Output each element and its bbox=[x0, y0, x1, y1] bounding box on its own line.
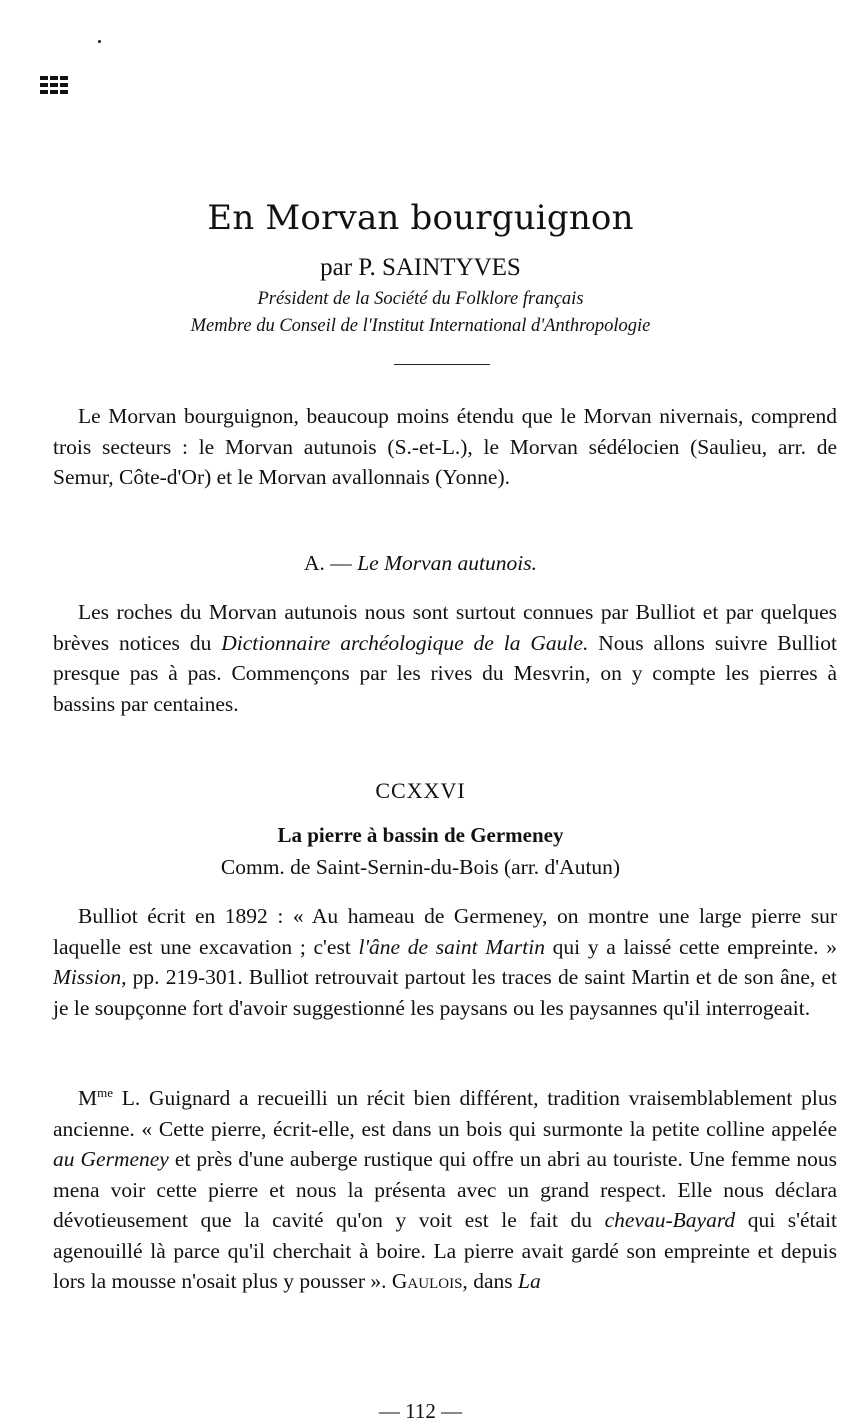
text-run: M bbox=[78, 1086, 98, 1110]
text-run: L. Guignard a recueilli un récit bien différent, tradition vraisemblablement plus ancienne. « Cette pierre, écrit-elle, est dans un bois qui surmonte la petite colline appelée bbox=[53, 1086, 837, 1141]
section-title: Le Morvan autunois. bbox=[357, 551, 537, 575]
article-byline: par P. SAINTYVES bbox=[320, 254, 521, 281]
text-run: Bulliot écrit en 1892 : « Au hameau de Germeney, on montre une large pierre sur laquelle est une excavation ; c'est bbox=[53, 904, 837, 959]
paragraph-guignard bbox=[53, 1083, 837, 1297]
paragraph-sources bbox=[53, 597, 837, 719]
entry-title: La pierre à bassin de Germeney bbox=[277, 823, 564, 847]
italic-run: chevau-Bayard bbox=[604, 1208, 736, 1232]
paragraph-sources-text-1: Les roches du Morvan autunois nous sont surtout connues par Bulliot et par quelques brèves notices du bbox=[53, 600, 837, 655]
dictionary-title: Dictionnaire archéologique de la Gaule. bbox=[221, 630, 589, 655]
article-title: En Morvan bourguignon bbox=[207, 198, 634, 238]
italic-run: La bbox=[517, 1269, 541, 1293]
entry-location: Comm. de Saint-Sernin-du-Bois (arr. d'Autun) bbox=[220, 855, 621, 879]
paragraph-bulliot bbox=[53, 901, 837, 1023]
smallcaps-run: Gaulois, bbox=[391, 1269, 468, 1293]
printer-mark bbox=[98, 40, 101, 43]
italic-run: Mission, bbox=[53, 965, 127, 989]
page-number: — 112 — bbox=[378, 1399, 463, 1423]
superscript: me bbox=[97, 1084, 114, 1100]
text-run: qui y a laissé cette empreinte. » bbox=[545, 934, 837, 959]
title-divider bbox=[394, 364, 490, 365]
entry-number: CCXXVI bbox=[375, 778, 466, 803]
italic-run: au Germeney bbox=[53, 1147, 169, 1171]
text-run: pp. 219-301. Bulliot retrouvait partout les traces de saint Martin et de son âne, et je le soupçonne fort d'avoir suggestionné les paysans ou les paysannes qu'il interrogeait. bbox=[53, 965, 837, 1020]
text-run: et près d'une auberge rustique qui offre un abri au touriste. Une femme nous mena voir cette pierre et nous la présenta avec un grand respect. Elle nous déclara dévotieusement que la cavité qu'on y voit est le fait du bbox=[53, 1147, 837, 1232]
text-run: dans bbox=[467, 1269, 518, 1293]
intro-paragraph: Le Morvan bourguignon, beaucoup moins étendu que le Morvan nivernais, comprend trois secteurs : le Morvan autunois (S.-et-L.), le Morvan sédélocien (Saulieu, arr. de Semur, Côte-d'Or) et le Morvan avallonnais (Yonne). bbox=[53, 404, 837, 489]
section-heading bbox=[0, 551, 841, 576]
ornament-icon bbox=[40, 76, 70, 94]
italic-run: l'âne de saint Martin bbox=[358, 934, 545, 959]
author-affiliation-1: Président de la Société du Folklore français bbox=[257, 289, 584, 309]
section-label: A. — bbox=[304, 551, 358, 575]
text-run: qui s'était agenouillé là parce qu'il cherchait à boire. La pierre avait gardé son empreinte et depuis lors la mousse n'osait plus y pousser ». bbox=[53, 1208, 837, 1293]
paragraph-sources-text-2: Nous allons suivre Bulliot presque pas à pas. Commençons par les rives du Mesvrin, on y compte les pierres à bassins par centaines. bbox=[53, 630, 838, 716]
author-affiliation-2: Membre du Conseil de l'Institut International d'Anthropologie bbox=[190, 316, 651, 336]
